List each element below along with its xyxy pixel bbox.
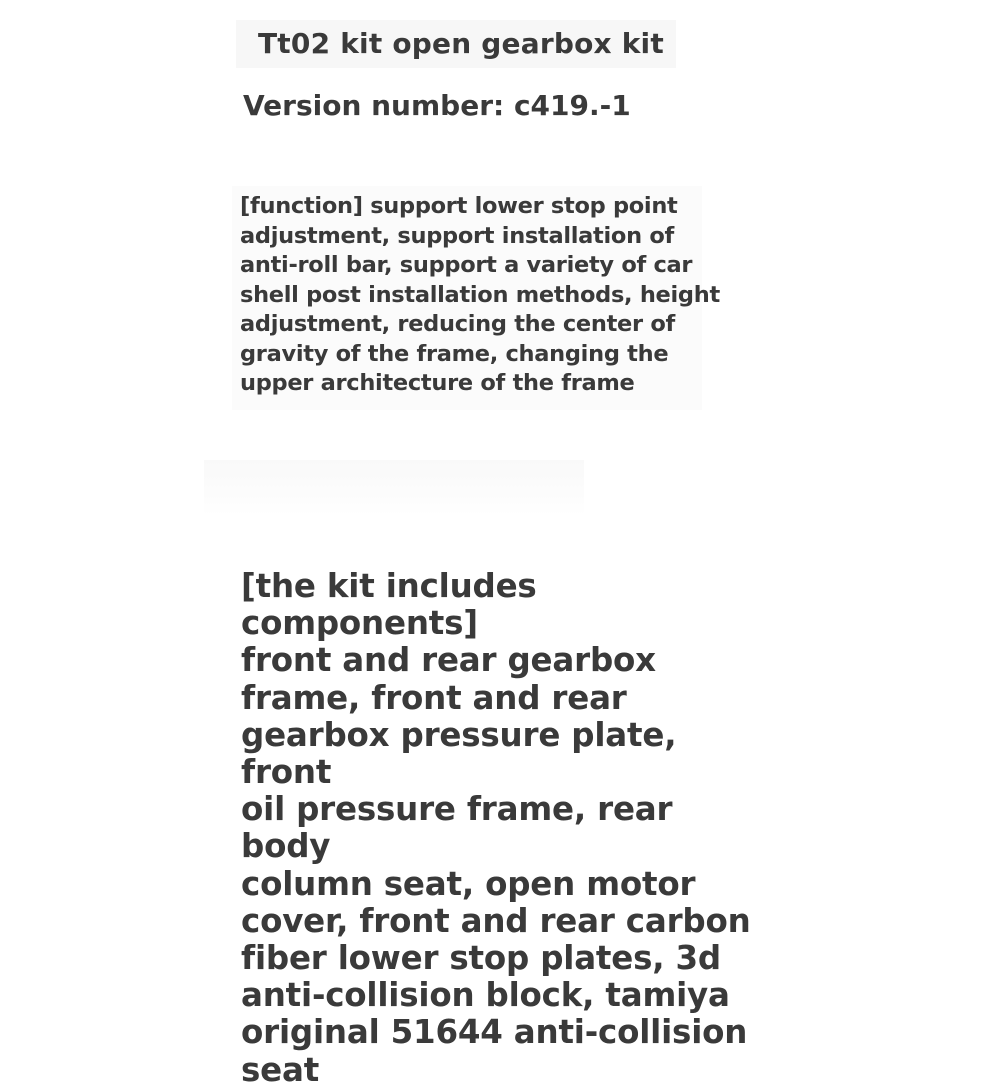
kit-components-list: [the kit includes components] front and rear gearbox frame, front and rear gearbox pressure plate, front oil pressure frame, rear body column seat, open motor cover, front and rear carbon fiber lower stop plates, 3d anti-collision block, tamiya original 51644 anti-collision seat [241, 567, 751, 1089]
function-description: [function] support lower stop point adjustment, support installation of anti-roll bar, support a variety of car shell post installation methods, height adjustment, reducing the center of gravity of the frame, changing the upper architecture of the frame [240, 193, 720, 396]
page-title: Tt02 kit open gearbox kit [236, 20, 676, 68]
version-number: Version number: c419.-1 [243, 89, 631, 122]
faint-background-band [204, 460, 584, 516]
